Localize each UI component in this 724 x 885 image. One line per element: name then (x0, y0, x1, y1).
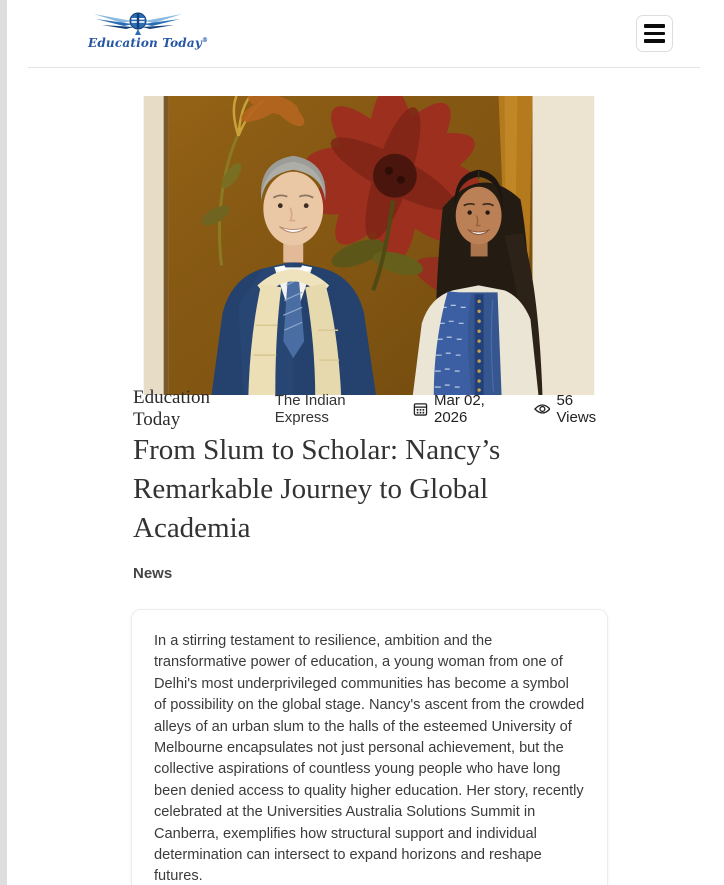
byline-source: The Indian Express (274, 392, 346, 426)
byline-date (413, 392, 517, 426)
site-header (7, 0, 724, 67)
byline (133, 387, 613, 430)
date-text: Mar 02, 2026 (433, 392, 485, 426)
views-text: 56 Views (556, 392, 597, 426)
header-divider (28, 67, 700, 68)
calendar-icon (413, 401, 428, 417)
article-photo (143, 96, 595, 395)
logo-wordmark: Education Today® (88, 36, 209, 50)
eye-icon (534, 402, 551, 416)
article-body-text: In a stirring testament to resilience, ambition and the transformative power of education, a young woman from one of Delhi's most underprivileged communities has become a symbol of possibility on the global stage. Nancy's ascent from the crowded alleys of an urban slum to the halls of the esteemed University of Melbourne encapsulates not just personal achievement, but the collective aspirations of countless young people who have long been denied access to quality higher education. Her story, recently celebrated at the Universities Australia Solutions Summit in Canberra, exemplifies how structural support and individual determination can intersect to expand horizons and reshape futures. (154, 633, 585, 885)
page-left-gutter (0, 0, 7, 885)
byline-views (534, 392, 613, 426)
site-logo[interactable] (88, 9, 209, 55)
article-card (131, 609, 608, 885)
registered-mark: ® (202, 37, 209, 44)
hamburger-icon (644, 24, 665, 28)
article-category[interactable]: News (133, 565, 173, 582)
byline-publisher: Education Today (133, 387, 211, 430)
article-headline: From Slum to Scholar: Nancy’s Remarkable Journey to Global Academia (133, 434, 501, 544)
hamburger-menu-button[interactable] (636, 15, 673, 52)
